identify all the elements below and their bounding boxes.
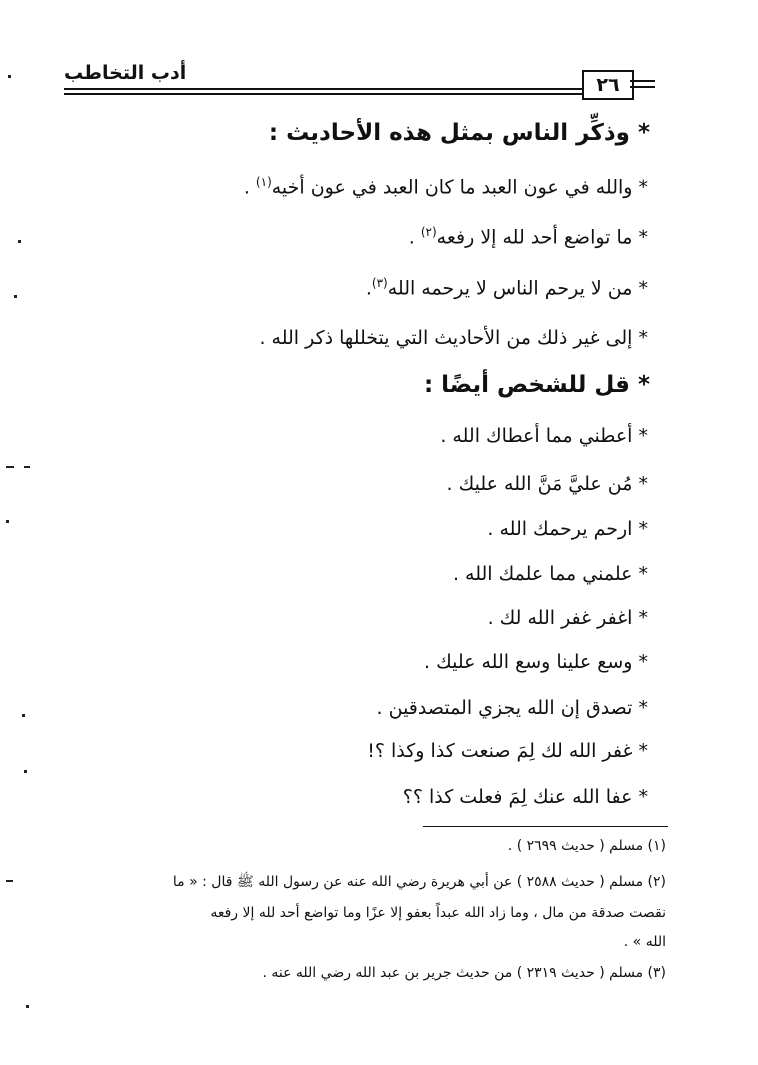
footnote-separator (423, 826, 668, 827)
phrase-item: * وسع علينا وسع الله عليك . (424, 651, 648, 673)
page-tab-line-top (630, 80, 655, 82)
header-rule-bottom (64, 93, 582, 95)
scan-speck (22, 714, 25, 717)
footnote-2-line-2: نقصت صدقة من مال ، وما زاد الله عبداً بعفو إلا عزًا وما تواضع أحد لله إلا رفعه (210, 905, 666, 921)
footnote-1: (١) مسلم ( حديث ٢٦٩٩ ) . (507, 838, 666, 854)
footnote-ref: (١) (255, 175, 272, 189)
hadith-item: * والله في عون العبد ما كان العبد في عون أخيه$^{(١)}$ . (243, 175, 648, 199)
scan-speck (14, 295, 17, 298)
scan-speck (6, 466, 14, 468)
page-number: ٢٦ (582, 70, 634, 100)
scan-speck (18, 240, 21, 243)
header-rule-top (64, 88, 582, 90)
phrase-item: * غفر الله لك لِمَ صنعت كذا وكذا ؟! (367, 740, 648, 762)
section-heading: * قل للشخص أيضًا : (423, 372, 650, 398)
phrase-item: * علمني مما علمك الله . (452, 563, 648, 585)
footnote-ref: (٢) (420, 225, 437, 239)
phrase-item: * مُن عليَّ مَنَّ الله عليك . (446, 473, 648, 495)
scan-speck (6, 880, 13, 882)
phrase-item: * تصدق إن الله يجزي المتصدقين . (376, 697, 648, 719)
phrase-item: * أعطني مما أعطاك الله . (440, 425, 648, 447)
page-tab-line-bottom (630, 86, 655, 88)
hadith-item: * من لا يرحم الناس لا يرحمه الله$^{(٣)}$. (365, 276, 648, 300)
phrase-item: * عفا الله عنك لِمَ فعلت كذا ؟؟ (402, 786, 648, 808)
phrase-item: * ارحم يرحمك الله . (487, 518, 648, 540)
scan-speck (6, 520, 9, 523)
scan-speck (24, 466, 30, 468)
footnote-2-line-3: الله » . (623, 934, 666, 950)
footnote-2-line-1: (٢) مسلم ( حديث ٢٥٨٨ ) عن أبي هريرة رضي الله عنه عن رسول الله ﷺ قال : « ما (172, 874, 666, 890)
phrase-item: * اغفر غفر الله لك . (487, 607, 648, 629)
footnote-3: (٣) مسلم ( حديث ٢٣١٩ ) من حديث جرير بن عبد الله رضي الله عنه . (262, 965, 666, 981)
section-heading: * وذكِّر الناس بمثل هذه الأحاديث : (268, 120, 650, 146)
running-title: أدب التخاطب (64, 62, 187, 84)
hadith-item: * ما تواضع أحد لله إلا رفعه$^{(٢)}$ . (408, 225, 648, 249)
hadith-item: * إلى غير ذلك من الأحاديث التي يتخللها ذكر الله . (259, 327, 648, 349)
footnote-ref: (٣) (371, 276, 388, 290)
scan-speck (26, 1005, 29, 1008)
scan-speck (8, 75, 11, 78)
scan-speck (24, 770, 27, 773)
